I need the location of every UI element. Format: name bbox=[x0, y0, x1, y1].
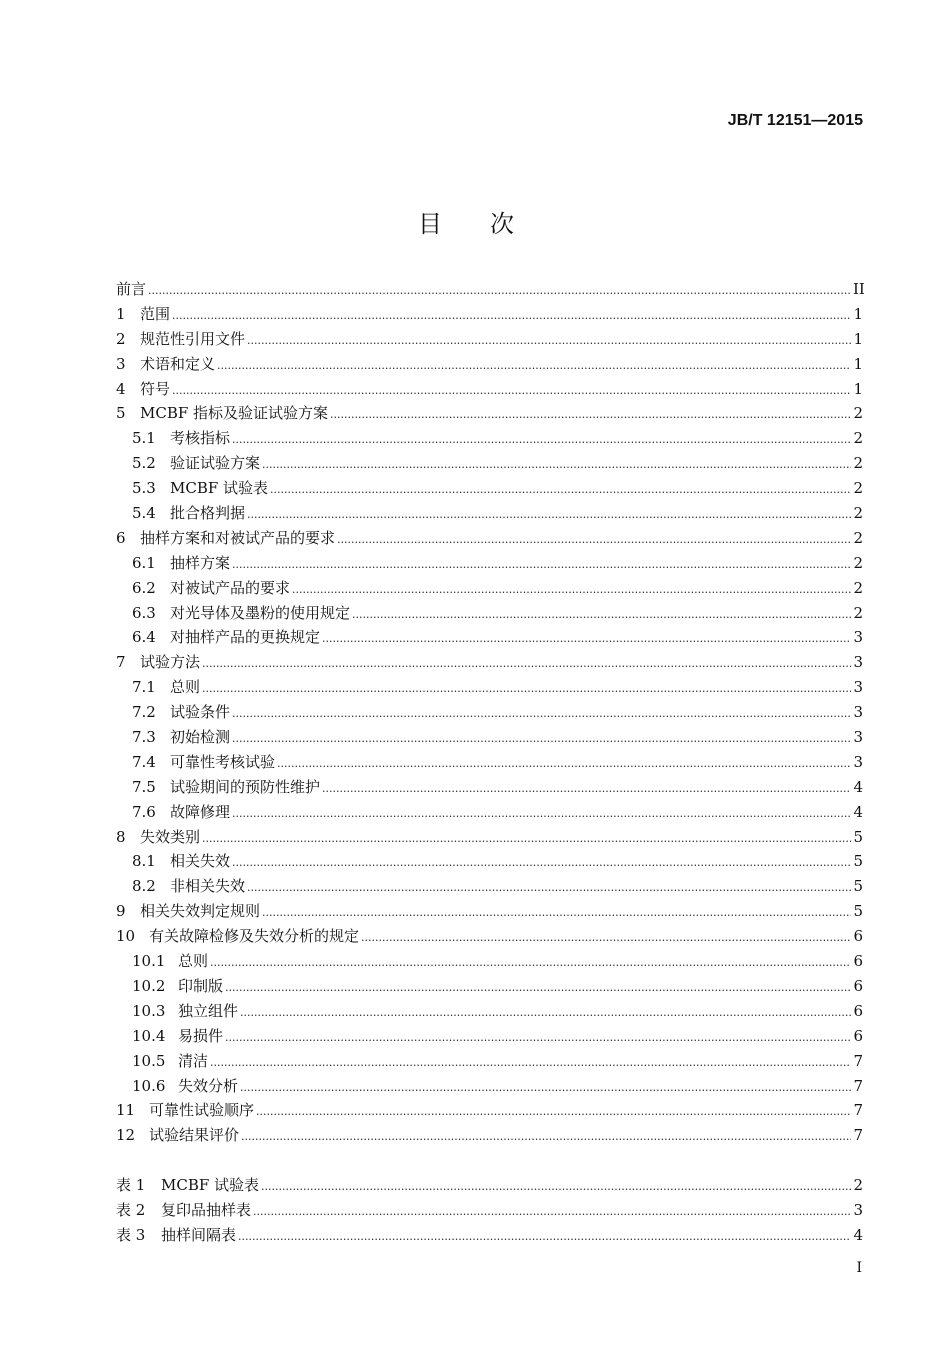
dot-leader bbox=[232, 800, 851, 827]
toc-entry-number: 11 bbox=[116, 1101, 136, 1120]
toc-entry[interactable] bbox=[116, 451, 863, 476]
toc-entry-page: 1 bbox=[853, 304, 863, 323]
toc-entry-page: 3 bbox=[853, 728, 863, 747]
toc-entry-page: 5 bbox=[853, 902, 863, 921]
toc-entry-label: 抽样方案和对被试产品的要求 bbox=[140, 528, 336, 547]
document-code: JB/T 12151—2015 bbox=[727, 112, 863, 129]
toc-entry[interactable] bbox=[116, 327, 863, 352]
dot-leader bbox=[202, 675, 851, 702]
dot-leader bbox=[322, 625, 851, 652]
dot-leader bbox=[210, 1049, 851, 1076]
dot-leader bbox=[277, 750, 851, 777]
list-of-tables bbox=[116, 1173, 863, 1248]
toc-entry-number: 1 bbox=[116, 304, 126, 323]
dot-leader bbox=[225, 974, 851, 1001]
toc-entry-page: 7 bbox=[853, 1101, 863, 1120]
toc-entry-page: 3 bbox=[853, 752, 863, 771]
toc-entry-page: 7 bbox=[853, 1126, 863, 1145]
dot-leader bbox=[361, 924, 851, 951]
toc-entry-page: II bbox=[853, 280, 865, 298]
toc-entry-number: 8.2 bbox=[132, 877, 156, 896]
dot-leader bbox=[232, 849, 851, 876]
toc-entry-page: 3 bbox=[853, 678, 863, 697]
toc-entry-label: 易损件 bbox=[178, 1026, 224, 1045]
dot-leader bbox=[210, 949, 851, 976]
dot-leader bbox=[262, 451, 851, 478]
toc-entry-label: 印制版 bbox=[178, 976, 224, 995]
toc-entry-label: 相关失效判定规则 bbox=[140, 902, 261, 921]
toc-entry-label: 相关失效 bbox=[170, 852, 231, 871]
toc-entry[interactable] bbox=[116, 849, 863, 874]
toc-entry-page: 5 bbox=[853, 852, 863, 871]
toc-entry-number: 10.4 bbox=[132, 1026, 166, 1045]
dot-leader bbox=[292, 576, 851, 603]
toc-entry-number: 2 bbox=[116, 329, 126, 348]
dot-leader bbox=[232, 725, 851, 752]
dot-leader bbox=[241, 1123, 851, 1150]
toc-entry[interactable] bbox=[116, 1198, 863, 1223]
toc-entry[interactable] bbox=[116, 401, 863, 426]
toc-entry-page: 2 bbox=[853, 454, 863, 473]
toc-entry[interactable] bbox=[116, 800, 863, 825]
toc-entry-page: 6 bbox=[853, 1001, 863, 1020]
toc-entry-number: 6.4 bbox=[132, 628, 156, 647]
toc-entry-label: 规范性引用文件 bbox=[140, 329, 246, 348]
toc-entry-page: 2 bbox=[853, 603, 863, 622]
toc-entry-label: 对被试产品的要求 bbox=[170, 578, 291, 597]
toc-entry-label: 对抽样产品的更换规定 bbox=[170, 628, 321, 647]
toc-entry-page: 6 bbox=[853, 976, 863, 995]
toc-entry-page: 2 bbox=[853, 1176, 863, 1194]
toc-entry[interactable] bbox=[116, 650, 863, 675]
toc-entry[interactable] bbox=[116, 352, 863, 377]
toc-entry-label: 范围 bbox=[140, 304, 171, 323]
toc-entry-label: 总则 bbox=[178, 952, 209, 971]
toc-entry-label: 独立组件 bbox=[178, 1001, 239, 1020]
dot-leader bbox=[232, 700, 851, 727]
toc-entry-label: 可靠性考核试验 bbox=[170, 752, 276, 771]
toc-entry[interactable] bbox=[116, 277, 863, 302]
toc-entry-label: 初始检测 bbox=[170, 728, 231, 747]
dot-leader bbox=[172, 302, 851, 329]
toc-entry[interactable] bbox=[116, 725, 863, 750]
toc-entry-page: 2 bbox=[853, 504, 863, 523]
dot-leader bbox=[247, 874, 851, 901]
toc-entry[interactable] bbox=[116, 625, 863, 650]
toc-entry-label: 前言 bbox=[116, 280, 147, 298]
toc-entry-number: 7.2 bbox=[132, 703, 156, 722]
toc-entry-number: 7.6 bbox=[132, 802, 156, 821]
toc-entry-number: 8 bbox=[116, 827, 126, 846]
toc-entry-label: 故障修理 bbox=[170, 802, 231, 821]
toc-entry-number: 7.5 bbox=[132, 777, 156, 796]
toc-entry-label: 考核指标 bbox=[170, 429, 231, 448]
toc-entry-page: 1 bbox=[853, 379, 863, 398]
toc-entry[interactable] bbox=[116, 601, 863, 626]
toc-entry-number: 5.2 bbox=[132, 454, 156, 473]
toc-entry-page: 3 bbox=[853, 703, 863, 722]
toc-entry[interactable] bbox=[116, 1074, 863, 1099]
toc-entry-page: 6 bbox=[853, 952, 863, 971]
dot-leader bbox=[253, 1198, 851, 1225]
toc-entry-label: 复印品抽样表 bbox=[161, 1200, 252, 1219]
toc-entry[interactable] bbox=[116, 302, 863, 327]
toc-entry-label: 清洁 bbox=[178, 1051, 209, 1070]
toc-entry-page: 2 bbox=[853, 479, 863, 498]
toc-entry-page: 3 bbox=[853, 653, 863, 672]
dot-leader bbox=[232, 426, 851, 453]
dot-leader bbox=[225, 1024, 851, 1051]
dot-leader bbox=[330, 401, 851, 428]
toc-entry-label: 抽样间隔表 bbox=[161, 1225, 237, 1244]
toc-entry-number: 12 bbox=[116, 1126, 136, 1145]
toc-entry[interactable] bbox=[116, 1223, 863, 1248]
toc-entry[interactable] bbox=[116, 974, 863, 999]
toc-entry-number: 表 3 bbox=[116, 1225, 146, 1244]
dot-leader bbox=[262, 899, 851, 926]
toc-entry-label: 试验结果评价 bbox=[149, 1126, 240, 1145]
dot-leader bbox=[202, 650, 851, 677]
toc-entry-number: 10.5 bbox=[132, 1051, 166, 1070]
dot-leader bbox=[256, 1098, 851, 1125]
toc-entry-number: 4 bbox=[116, 379, 126, 398]
toc-entry-label: 失效分析 bbox=[178, 1076, 239, 1095]
toc-entry-label: MCBF 指标及验证试验方案 bbox=[140, 404, 329, 423]
toc-entry-label: 批合格判据 bbox=[170, 504, 246, 523]
toc-entry-label: 试验方法 bbox=[140, 653, 201, 672]
toc-entry-number: 表 1 bbox=[116, 1176, 146, 1194]
toc-entry-number: 10 bbox=[116, 927, 136, 946]
toc-entry-number: 6 bbox=[116, 528, 126, 547]
toc-entry-number: 5.3 bbox=[132, 479, 156, 498]
toc-entry[interactable] bbox=[116, 426, 863, 451]
toc-entry-label: 非相关失效 bbox=[170, 877, 246, 896]
toc-entry-page: 3 bbox=[853, 628, 863, 647]
toc-entry-label: 总则 bbox=[170, 678, 201, 697]
dot-leader bbox=[322, 775, 851, 802]
toc-entry-label: 失效类别 bbox=[140, 827, 201, 846]
dot-leader bbox=[270, 476, 851, 503]
toc-entry-label: 可靠性试验顺序 bbox=[149, 1101, 255, 1120]
toc-entry-label: 试验期间的预防性维护 bbox=[170, 777, 321, 796]
dot-leader bbox=[247, 327, 851, 354]
dot-leader bbox=[232, 551, 851, 578]
toc-entry-number: 表 2 bbox=[116, 1200, 146, 1219]
toc-entry-page: 4 bbox=[853, 802, 863, 821]
toc-entry-page: 3 bbox=[853, 1200, 863, 1219]
toc-entry-number: 6.2 bbox=[132, 578, 156, 597]
toc-entry-number: 5.4 bbox=[132, 504, 156, 523]
toc-entry-number: 10.6 bbox=[132, 1076, 166, 1095]
toc-entry-label: 试验条件 bbox=[170, 703, 231, 722]
toc-entry-page: 5 bbox=[853, 827, 863, 846]
toc-entry-page: 7 bbox=[853, 1076, 863, 1095]
toc-entry-number: 7 bbox=[116, 653, 126, 672]
toc-entry-label: 有关故障检修及失效分析的规定 bbox=[149, 927, 360, 946]
toc-entry-page: 4 bbox=[853, 1225, 863, 1244]
toc-entry-label: 对光导体及墨粉的使用规定 bbox=[170, 603, 351, 622]
toc-entry-number: 9 bbox=[116, 902, 126, 921]
toc-entry-number: 6.3 bbox=[132, 603, 156, 622]
dot-leader bbox=[240, 1074, 851, 1101]
toc-entry-number: 8.1 bbox=[132, 852, 156, 871]
toc-entry[interactable] bbox=[116, 700, 863, 725]
dot-leader bbox=[172, 377, 851, 404]
toc-entry[interactable] bbox=[116, 825, 863, 850]
dot-leader bbox=[247, 501, 851, 528]
dot-leader bbox=[261, 1173, 851, 1200]
toc-entry-page: 6 bbox=[853, 1026, 863, 1045]
toc-entry[interactable] bbox=[116, 675, 863, 700]
dot-leader bbox=[217, 352, 851, 379]
toc-entry-number: 5 bbox=[116, 404, 126, 423]
toc-entry[interactable] bbox=[116, 1049, 863, 1074]
toc-entry[interactable] bbox=[116, 949, 863, 974]
toc-entry[interactable] bbox=[116, 576, 863, 601]
dot-leader bbox=[337, 526, 851, 553]
toc-entry-page: 4 bbox=[853, 777, 863, 796]
page-number: I bbox=[856, 1260, 862, 1276]
toc-entry-number: 10.2 bbox=[132, 976, 166, 995]
toc-entry[interactable] bbox=[116, 377, 863, 402]
dot-leader bbox=[238, 1223, 851, 1250]
dot-leader bbox=[202, 825, 851, 852]
toc-entry[interactable] bbox=[116, 551, 863, 576]
dot-leader bbox=[240, 999, 851, 1026]
toc-entry[interactable] bbox=[116, 476, 863, 501]
toc-entry-page: 2 bbox=[853, 404, 863, 423]
toc-entry-number: 7.1 bbox=[132, 678, 156, 697]
toc-entry-page: 2 bbox=[853, 528, 863, 547]
toc-entry-number: 7.4 bbox=[132, 752, 156, 771]
toc-entry-number: 10.1 bbox=[132, 952, 166, 971]
toc-entry-number: 3 bbox=[116, 354, 126, 373]
toc-entry[interactable] bbox=[116, 501, 863, 526]
toc-entry-label: MCBF 试验表 bbox=[161, 1176, 260, 1194]
toc-entry-number: 5.1 bbox=[132, 429, 156, 448]
toc-entry-page: 7 bbox=[853, 1051, 863, 1070]
toc-entry[interactable] bbox=[116, 1173, 863, 1198]
table-of-contents bbox=[116, 277, 863, 1148]
toc-entry[interactable] bbox=[116, 924, 863, 949]
toc-entry-label: 符号 bbox=[140, 379, 171, 398]
dot-leader bbox=[352, 601, 851, 628]
toc-entry[interactable] bbox=[116, 750, 863, 775]
toc-entry-page: 2 bbox=[853, 578, 863, 597]
toc-entry-label: 验证试验方案 bbox=[170, 454, 261, 473]
toc-entry-number: 10.3 bbox=[132, 1001, 166, 1020]
toc-entry[interactable] bbox=[116, 899, 863, 924]
toc-entry-label: 术语和定义 bbox=[140, 354, 216, 373]
page-title: 目次 bbox=[418, 210, 562, 238]
toc-entry-label: 抽样方案 bbox=[170, 553, 231, 572]
toc-entry[interactable] bbox=[116, 874, 863, 899]
toc-entry-page: 2 bbox=[853, 553, 863, 572]
dot-leader bbox=[148, 277, 851, 304]
toc-entry-number: 6.1 bbox=[132, 553, 156, 572]
toc-entry-page: 2 bbox=[853, 429, 863, 448]
toc-entry[interactable] bbox=[116, 775, 863, 800]
toc-entry-label: MCBF 试验表 bbox=[170, 479, 269, 498]
toc-entry[interactable] bbox=[116, 1098, 863, 1123]
toc-entry-page: 6 bbox=[853, 927, 863, 946]
toc-entry-page: 1 bbox=[853, 354, 863, 373]
toc-entry-page: 1 bbox=[853, 329, 863, 348]
toc-entry[interactable] bbox=[116, 1024, 863, 1049]
toc-entry-number: 7.3 bbox=[132, 728, 156, 747]
toc-entry[interactable] bbox=[116, 526, 863, 551]
toc-entry-page: 5 bbox=[853, 877, 863, 896]
toc-entry[interactable] bbox=[116, 999, 863, 1024]
toc-entry[interactable] bbox=[116, 1123, 863, 1148]
